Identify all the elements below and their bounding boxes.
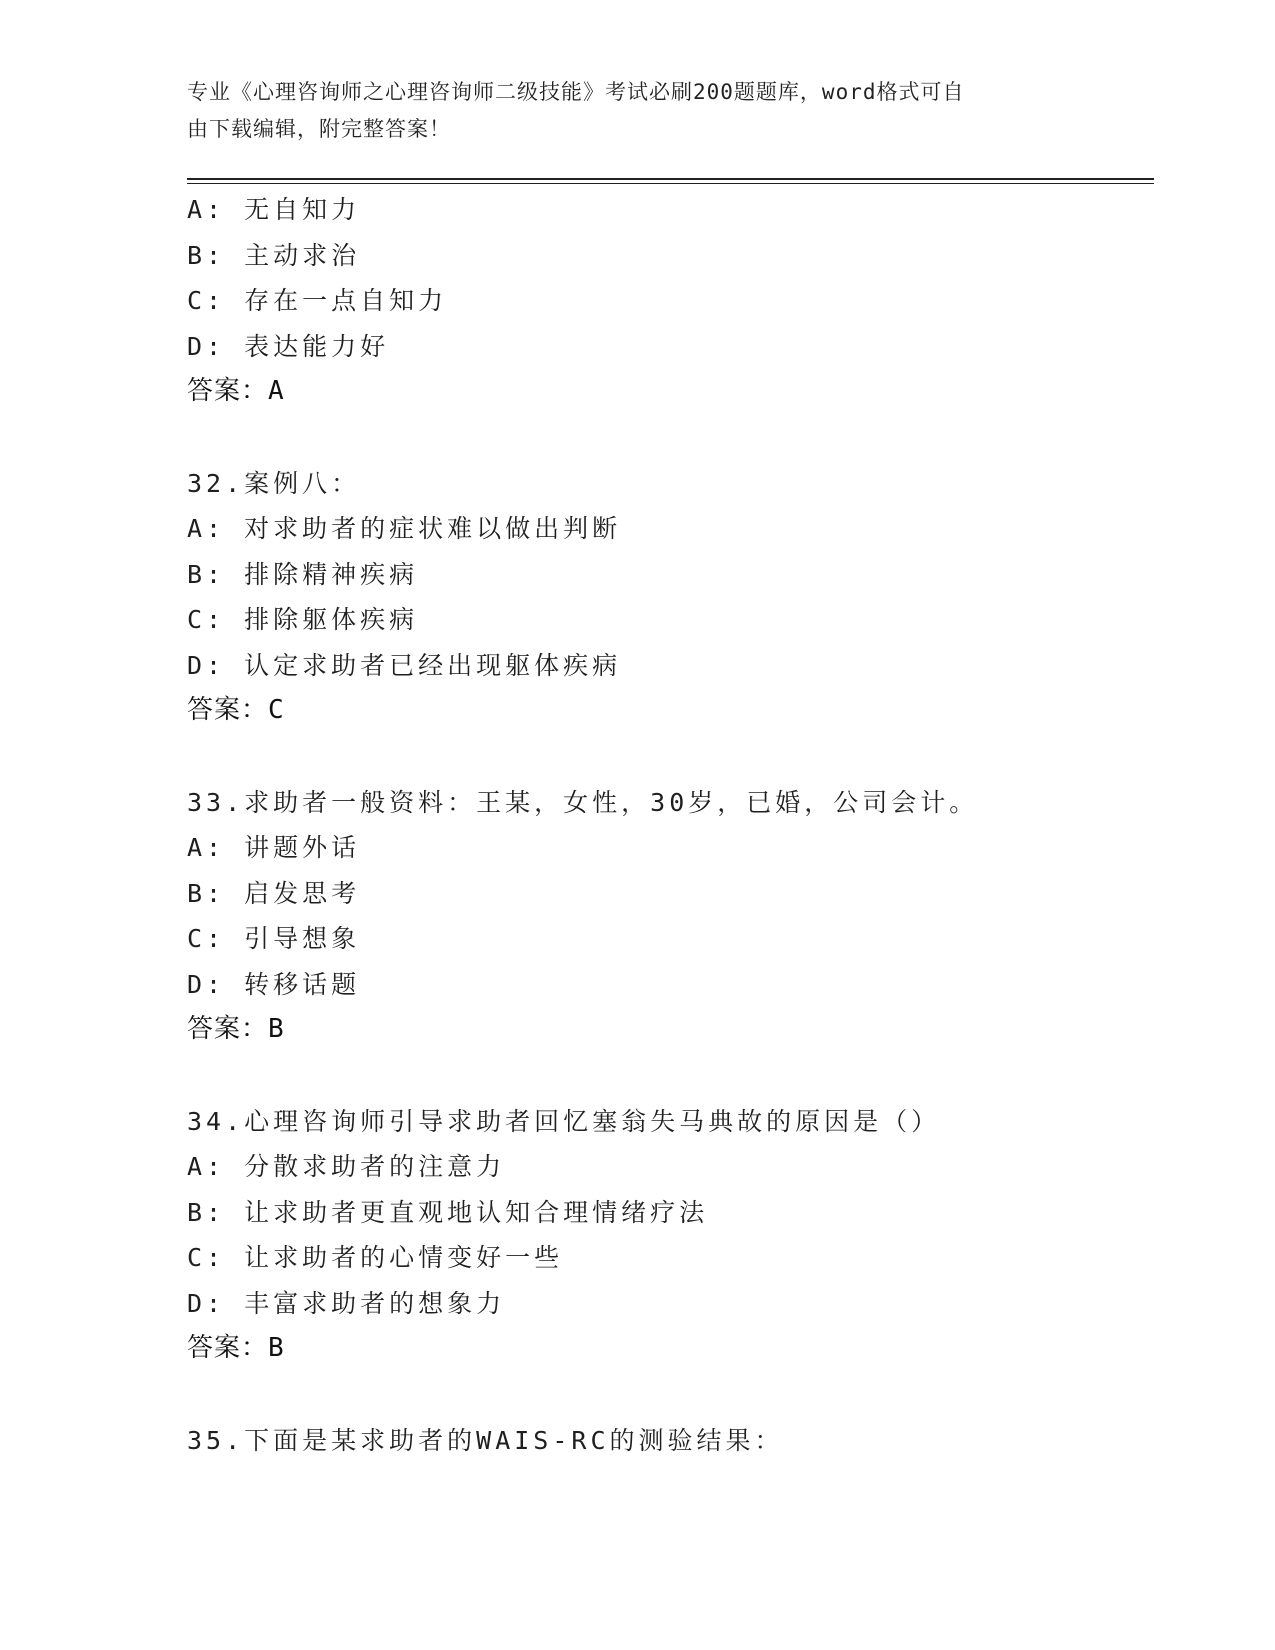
option-d: D: 丰富求助者的想象力	[187, 1288, 506, 1318]
answer-line	[187, 1326, 1147, 1372]
option-d: D: 转移话题	[187, 969, 361, 999]
intro-line-1: 专业《心理咨询师之心理咨询师二级技能》考试必刷200题题库，word格式可自	[187, 80, 965, 104]
answer-label: 答案：	[187, 695, 269, 725]
header-divider-bottom	[187, 183, 1154, 184]
option-a: A: 分散求助者的注意力	[187, 1152, 506, 1181]
answer-value: B	[268, 1333, 285, 1363]
intro-line-2: 由下载编辑，附完整答案！	[187, 117, 451, 141]
question-title: 33.求助者一般资料：王某，女性，30岁，已婚，公司会计。	[187, 787, 979, 817]
option-c: C: 排除躯体疾病	[187, 605, 419, 634]
question-block	[187, 1418, 1147, 1464]
option-a: A: 无自知力	[187, 195, 361, 224]
question-block	[187, 780, 1147, 1053]
answer-label: 答案：	[187, 376, 269, 406]
answer-line	[187, 688, 1147, 734]
option-a: A: 对求助者的症状难以做出判断	[187, 514, 622, 543]
answer-value: C	[268, 695, 285, 725]
document-intro	[187, 74, 1067, 148]
question-block	[187, 461, 1147, 734]
header-divider-top	[187, 178, 1154, 180]
option-b: B: 让求助者更直观地认知合理情绪疗法	[187, 1197, 709, 1227]
option-c: C: 引导想象	[187, 924, 361, 953]
option-d: D: 认定求助者已经出现躯体疾病	[187, 650, 622, 680]
question-title: 32.案例八：	[187, 468, 361, 498]
question-title: 35.下面是某求助者的WAIS-RC的测验结果：	[187, 1425, 784, 1455]
answer-label: 答案：	[187, 1014, 269, 1044]
answer-label: 答案：	[187, 1333, 269, 1363]
answer-line	[187, 369, 1147, 415]
option-a: A: 讲题外话	[187, 833, 361, 862]
question-list	[187, 187, 1147, 1509]
option-d: D: 表达能力好	[187, 331, 390, 361]
option-b: B: 主动求治	[187, 240, 361, 270]
question-block	[187, 187, 1147, 415]
answer-value: A	[268, 376, 285, 406]
option-c: C: 让求助者的心情变好一些	[187, 1243, 564, 1272]
answer-value: B	[268, 1014, 285, 1044]
option-c: C: 存在一点自知力	[187, 286, 448, 315]
option-b: B: 启发思考	[187, 878, 361, 908]
question-title: 34.心理咨询师引导求助者回忆塞翁失马典故的原因是（）	[187, 1106, 941, 1136]
answer-line	[187, 1007, 1147, 1053]
question-block	[187, 1099, 1147, 1372]
option-b: B: 排除精神疾病	[187, 559, 419, 589]
